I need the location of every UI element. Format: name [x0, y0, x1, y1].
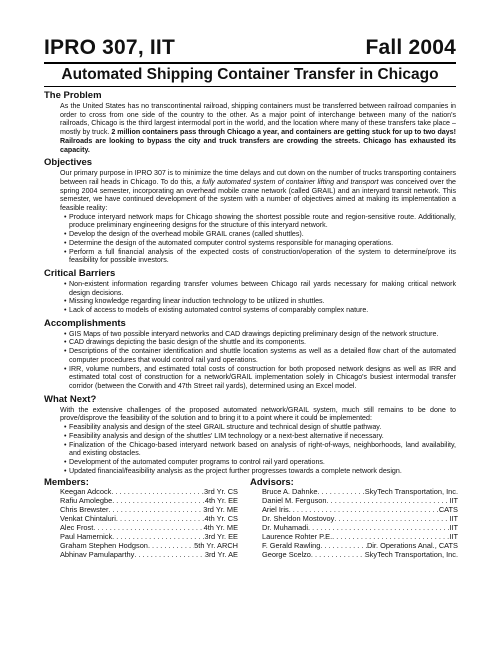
next-heading: What Next?	[44, 393, 97, 405]
member-row-value: 4th Yr. EE	[204, 496, 238, 506]
dot-leader	[134, 551, 204, 560]
advisor-row-name: Daniel M. Ferguson	[262, 496, 327, 506]
member-row-name: Venkat Chintaluri	[60, 514, 116, 524]
credits-section	[44, 477, 456, 559]
dot-leader	[311, 551, 365, 560]
member-row-name: Chris Brewster	[60, 505, 109, 515]
problem-emphasis: 2 million containers pass through Chicago a year, and containers are getting stuck for up to two days! Railroads are looking to bypass the city and truck transfers are crowding the streets. Chicago has exhausted its capacity.	[60, 128, 456, 154]
objectives-list	[44, 213, 456, 265]
advisor-row-name: Ariel Iris	[262, 505, 289, 515]
list-item: • Non-existent information regarding transfer volumes between Chicago rail yards necessary for making critical network design decisions.	[64, 280, 456, 297]
advisors-column	[250, 477, 456, 559]
problem-heading: The Problem	[44, 90, 102, 101]
advisor-row-value: IIT	[449, 531, 458, 541]
advisors-heading: Advisors:	[250, 477, 294, 489]
member-row-name: Keegan Adcock	[60, 487, 112, 497]
advisors-list	[250, 488, 456, 559]
member-row-value: 3rd Yr. AE	[204, 549, 238, 559]
header-rule	[44, 62, 456, 64]
objectives-text-2: was conceived over the spring 2004 semester, incorporating an overhead mobile crane network (called GRAIL) and an interyard transit network. This semester, we have continued development of the system with a number of objectives aimed at making its implementation a feasible reality:	[60, 177, 456, 213]
member-row-value: 3rd Yr. EE	[204, 531, 238, 541]
list-item: • CAD drawings depicting the basic design of the shuttle and its components.	[64, 338, 456, 347]
member-row-name: Alec Frost	[60, 522, 94, 532]
advisor-row	[250, 551, 458, 560]
title-rule	[44, 86, 456, 87]
advisor-row-value: SkyTech Transportation, Inc.	[364, 487, 458, 497]
objectives-heading: Objectives	[44, 157, 93, 169]
advisor-row-name: George Scelzo	[262, 549, 311, 559]
advisor-row-value: Dir. Operations Anal., CATS	[366, 540, 458, 550]
advisor-row-value: IIT	[449, 514, 458, 524]
list-item: • IRR, volume numbers, and estimated total costs of construction for both proposed network designs as well as IRR and estimated total cost of construction for a network/GRAIL implementation solely in Chicago's busiest intermodal transfer corridor (between the Corwith and 47th Street rail yards), determined using an Excel model.	[64, 365, 456, 391]
list-item: • Feasibility analysis and design of the steel GRAIL structure and technical design of shuttle pathway.	[64, 423, 456, 432]
objectives-paragraph	[60, 169, 456, 213]
list-item: • Produce interyard network maps for Chicago showing the shortest possible route and region-sensitive route. Additionally, produce preliminary engineering designs for the structure of this interyard network.	[64, 213, 456, 230]
course-code: IPRO 307, IIT	[44, 36, 175, 59]
members-list	[44, 488, 250, 559]
advisor-row-name: Laurence Rohter P.E.	[262, 531, 333, 541]
members-column	[44, 477, 250, 559]
list-item: • Determine the design of the automated computer control systems responsible for managing operations.	[64, 239, 456, 248]
member-row-name: Rafiu Amolegbe	[60, 496, 113, 506]
member-row-name: Paul Hamernick	[60, 531, 113, 541]
list-item: • Missing knowledge regarding linear induction technology to be utilized in shuttles.	[64, 297, 456, 306]
barriers-heading: Critical Barriers	[44, 267, 116, 279]
document-page	[44, 36, 456, 560]
list-item: • Descriptions of the container identification and shuttle location systems as well as a detailed flow chart of the automated computer procedures that would control rail yard operations.	[64, 347, 456, 364]
document-title: Automated Shipping Container Transfer in Chicago	[61, 66, 439, 83]
list-item: • Perform a full financial analysis of the expected costs of construction/operation of the system to determine/prove its feasibility for possible investors.	[64, 248, 456, 265]
members-heading: Members:	[44, 477, 89, 489]
accomplishments-heading: Accomplishments	[44, 317, 126, 329]
member-row-name: Abhinav Pamulaparthy	[60, 549, 135, 559]
member-row-value: 3rd Yr. ME	[203, 505, 238, 515]
advisor-row-value: CATS	[438, 505, 458, 515]
list-item: • Lack of access to models of existing automated control systems of comparably complex nature.	[64, 306, 456, 315]
advisor-row-value: IIT	[449, 522, 458, 532]
list-item: • Feasibility analysis and design of the shuttles' LIM technology or a next-best alternative if necessary.	[64, 432, 456, 441]
dot-leader	[116, 515, 205, 524]
list-item: • Updated financial/feasibility analysis as the project further progresses towards a complete network design.	[64, 467, 456, 476]
dot-leader	[112, 497, 205, 506]
dot-leader	[111, 488, 204, 497]
barriers-list	[44, 280, 456, 315]
member-row-value: 3rd Yr. CS	[204, 487, 238, 497]
next-list	[44, 423, 456, 475]
advisor-row-name: Bruce A. Dahnke	[262, 487, 318, 497]
advisor-row-value: IIT	[449, 496, 458, 506]
advisor-row-name: Dr. Muhamadi	[262, 522, 309, 532]
member-row-value: 4th Yr. ME	[203, 522, 238, 532]
dot-leader	[108, 506, 203, 515]
member-row-value: 4th Yr. CS	[204, 514, 238, 524]
advisor-row-name: F. Gerald Rawling	[262, 540, 321, 550]
dot-leader	[334, 515, 449, 524]
objectives-text-1: Our primary purpose in IPRO 307 is to minimize the time delays and cut down on the number of trucks transporting containers between rail heads in Chicago. To do this,	[60, 169, 456, 186]
member-row	[44, 551, 238, 560]
dot-leader	[320, 542, 367, 551]
objectives-italic: a fully automated system of container lifting and transport	[195, 177, 379, 186]
list-item: • Development of the automated computer programs to control rail yard operations.	[64, 458, 456, 467]
dot-leader	[148, 542, 194, 551]
next-paragraph: With the extensive challenges of the proposed automated network/GRAIL system, much still remains to be done to prove/disprove the feasibility of the solution and to bring it to a point where it could be implemented:	[60, 405, 456, 423]
term: Fall 2004	[365, 36, 456, 59]
advisor-row-name: Dr. Sheldon Mostovoy	[262, 514, 335, 524]
list-item: • GIS Maps of two possible interyard networks and CAD drawings depicting preliminary design of the network structure.	[64, 330, 456, 339]
list-item: • Develop the design of the overhead mobile GRAIL cranes (called shuttles).	[64, 230, 456, 239]
document-header	[44, 36, 456, 60]
accomplishments-list	[44, 330, 456, 391]
member-row-value: 5th Yr. ARCH	[194, 540, 238, 550]
problem-text: As the United States has no transcontinental railroad, shipping containers must be transferred between railroad companies in order to cross from one side of the country to the other. As a major point of interchange between many of the nation's railroads, Chicago is the third largest intermodal port in the world, and the location where many of these transfers take place – mostly by truck.	[60, 102, 456, 137]
member-row-name: Graham Stephen Hodgson	[60, 540, 148, 550]
problem-paragraph	[60, 102, 456, 154]
list-item: • Finalization of the Chicago-based interyard network based on analysis of right-of-ways, neighborhoods, land availability, and existing obstacles.	[64, 441, 456, 458]
dot-leader	[327, 497, 450, 506]
advisor-row-value: SkyTech Transportation, Inc.	[364, 549, 458, 559]
